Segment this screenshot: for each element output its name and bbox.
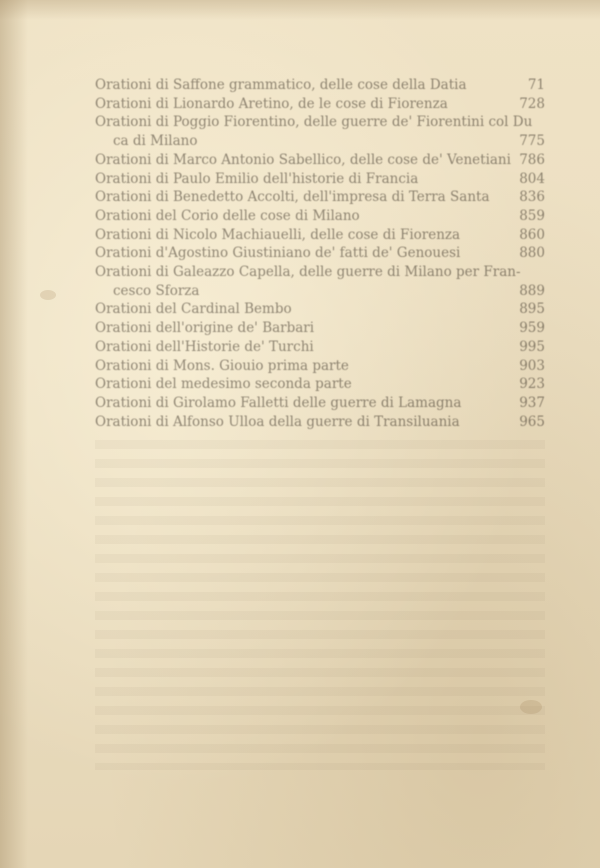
index-entry [95, 188, 545, 207]
index-entry [95, 226, 545, 245]
index-entry-page: 786 [519, 151, 545, 168]
index-entry-page: 775 [519, 133, 545, 150]
index-entry-text: Orationi dell'Historie de' Turchi [95, 338, 314, 355]
index-entry-text: cesco Sforza [113, 282, 200, 299]
index-entry [95, 170, 545, 189]
index-entry [95, 375, 545, 394]
index-entry-text: Orationi di Paulo Emilio dell'historie di Francia [95, 170, 419, 187]
index-entry [95, 76, 545, 95]
index-entry-continuation [95, 132, 545, 151]
index-entry [95, 357, 545, 376]
index-entry-text: Orationi di Marco Antonio Sabellico, delle cose de' Venetiani [95, 151, 511, 168]
index-entry [95, 319, 545, 338]
index-entry-page: 880 [519, 245, 545, 262]
index-entry-page: 965 [519, 413, 545, 430]
index-entry [95, 300, 545, 319]
index-entry-page: 804 [519, 170, 545, 187]
index-entry-continuation [95, 282, 545, 301]
index-entry-page: 937 [519, 394, 545, 411]
index-entry-text: Orationi dell'origine de' Barbari [95, 320, 315, 337]
index-entry-page: 728 [519, 95, 545, 112]
index-entry-text: Orationi d'Agostino Giustiniano de' fatti de' Genouesi [95, 245, 461, 262]
index-entry [95, 413, 545, 432]
page-shadow-left [0, 0, 28, 868]
index-entry-page: 889 [519, 282, 545, 299]
index-entry [95, 207, 545, 226]
index-entry-page: 859 [519, 207, 545, 224]
index-entry [95, 244, 545, 263]
index-entry-text: Orationi di Galeazzo Capella, delle guerre di Milano per Fran- [95, 264, 521, 281]
index-entry-text: Orationi di Benedetto Accolti, dell'impresa di Terra Santa [95, 189, 490, 206]
foxing-spot [40, 290, 56, 300]
index-entry-text: Orationi di Poggio Fiorentino, delle guerre de' Fiorentini col Du [95, 114, 533, 131]
index-entry-page: 71 [527, 77, 545, 93]
index-entry-text: Orationi di Lionardo Aretino, de le cose di Fiorenza [95, 95, 448, 112]
index-entry-text: Orationi del Cardinal Bembo [95, 301, 292, 318]
index-entry-page: 903 [519, 357, 545, 374]
index-entry-page: 923 [519, 376, 545, 393]
index-entry [95, 95, 545, 114]
index-entry [95, 263, 545, 282]
index-entry [95, 151, 545, 170]
index-entry [95, 113, 545, 132]
index-entry-text: Orationi del Corio delle cose di Milano [95, 207, 360, 224]
index-entry-page: 959 [519, 320, 545, 337]
index-entry-text: Orationi del medesimo seconda parte [95, 376, 352, 393]
index-entry-page: 860 [519, 226, 545, 243]
page-shadow-top [0, 0, 600, 20]
index-entry-page: 995 [519, 338, 545, 355]
index-entry [95, 394, 545, 413]
index-entry-page: 895 [519, 301, 545, 318]
index-entry-text: Orationi di Saffone grammatico, delle cose della Datia [95, 77, 467, 93]
index-list [95, 76, 545, 431]
index-entry-text: Orationi di Nicolo Machiauelli, delle cose di Fiorenza [95, 226, 461, 243]
index-entry-text: ca di Milano [113, 133, 198, 150]
index-entry-page: 836 [519, 189, 545, 206]
index-entry-text: Orationi di Mons. Giouio prima parte [95, 357, 349, 374]
index-entry-text: Orationi di Alfonso Ulloa della guerre di Transiluania [95, 413, 460, 430]
index-entry [95, 338, 545, 357]
show-through-text [95, 440, 545, 770]
foxing-spot [520, 700, 542, 714]
index-entry-text: Orationi di Girolamo Falletti delle guerre di Lamagna [95, 394, 462, 411]
